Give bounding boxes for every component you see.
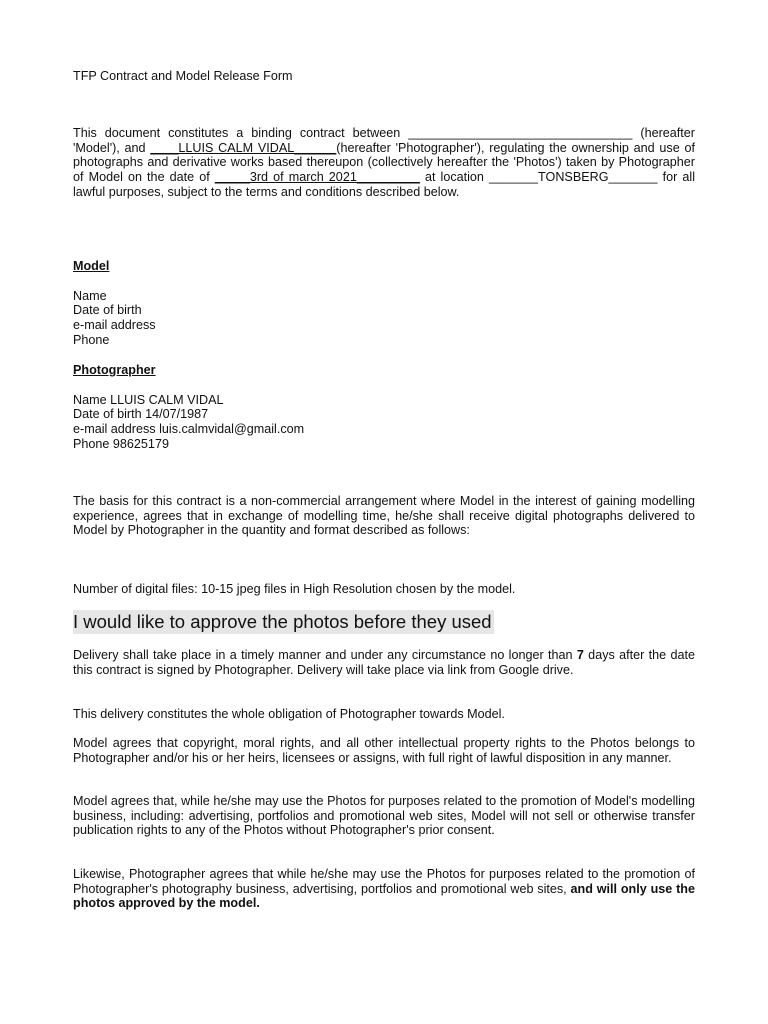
photographer-dob: Date of birth 14/07/1987 [73, 407, 209, 422]
photographer-name: Name LLUIS CALM VIDAL [73, 392, 224, 407]
document-title: TFP Contract and Model Release Form [73, 69, 293, 83]
photographer-use-paragraph [73, 867, 695, 911]
photographer-use-text: Likewise, Photographer agrees that while he/she may use the Photos for purposes related to the promotion of Photographer's photography business, advertising, portfolios and promotional web sites, [73, 867, 695, 896]
intro-paragraph [73, 126, 695, 200]
model-name-label: Name [73, 288, 107, 303]
approval-highlight: I would like to approve the photos before they used [73, 611, 492, 632]
date-field: _____3rd of march 2021_________ [214, 170, 420, 185]
photographer-name-field: ____LLUIS CALM VIDAL______ [150, 140, 337, 155]
digital-files-line: Number of digital files: 10-15 jpeg files in High Resolution chosen by the model. [73, 582, 516, 596]
intro-text-2: (hereafter 'Model'), and [73, 126, 695, 155]
delivery-text-1: Delivery shall take place in a timely manner and under any circumstance no longer than [73, 648, 577, 662]
model-phone-label: Phone [73, 332, 110, 347]
photographer-email: e-mail address luis.calmvidal@gmail.com [73, 422, 305, 437]
copyright-paragraph: Model agrees that copyright, moral rights, and all other intellectual property rights to the Photos belongs to Photographer and/or his or her heirs, licensees or assigns, with full right of lawful disposition in any manner. [73, 736, 695, 765]
photographer-use-bold: and will only use the photos approved by the model. [73, 881, 695, 911]
intro-text-4: at location [419, 170, 490, 185]
location-field: _______TONSBERG_______ [489, 170, 658, 185]
intro-text-3: (hereafter 'Photographer'), regulating the ownership and use of photographs and derivative works based thereupon (collectively hereafter the 'Photos') taken by Photographer of Model on the date of [73, 140, 695, 185]
intro-text-5: for all lawful purposes, subject to the terms and conditions described below. [73, 170, 696, 199]
photographer-heading: Photographer [73, 363, 156, 377]
photographer-phone: Phone 98625179 [73, 436, 169, 451]
photographer-section [73, 363, 695, 452]
obligation-paragraph: This delivery constitutes the whole obligation of Photographer towards Model. [73, 707, 505, 721]
delivery-paragraph [73, 648, 695, 677]
model-use-paragraph: Model agrees that, while he/she may use the Photos for purposes related to the promotion of Model's modelling business, including: advertising, portfolios and promotional web sites, Model will not sell or otherwise transfer publication rights to any of the Photos without Photographer's prior consent. [73, 794, 695, 838]
basis-paragraph: The basis for this contract is a non-commercial arrangement where Model in the interest of gaining modelling experience, agrees that in exchange of modelling time, he/she shall receive digital photographs delivered to Model by Photographer in the quantity and format described as follows: [73, 494, 695, 538]
delivery-days: 7 [576, 648, 584, 662]
model-name-blank: ________________________________ [408, 126, 633, 140]
delivery-text-2: days after the date this contract is signed by Photographer. Delivery will take place via link from Google drive. [73, 648, 695, 677]
model-dob-label: Date of birth [73, 303, 142, 318]
model-heading: Model [73, 259, 110, 273]
model-email-label: e-mail address [73, 318, 156, 333]
intro-text-1: This document constitutes a binding contract between [73, 126, 409, 140]
model-section [73, 259, 695, 348]
